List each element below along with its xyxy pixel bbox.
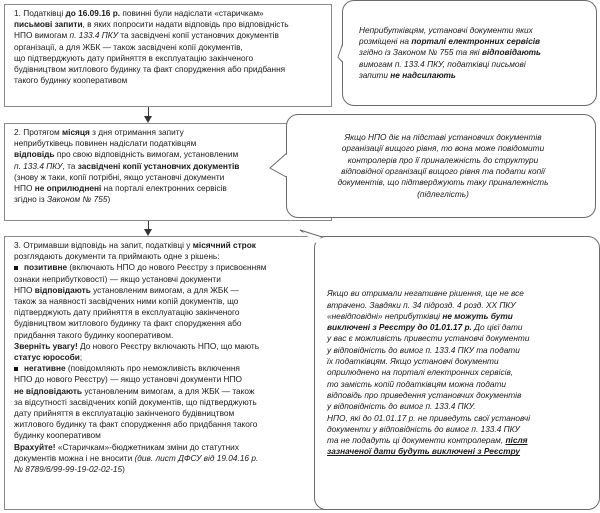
text-run: 3. Отримавши відповідь на запит, податківці у	[14, 240, 193, 250]
text-line	[14, 318, 325, 329]
text-run: До нового Реєстру включають НПО, що мають	[77, 340, 260, 351]
text-run: , та	[62, 160, 78, 171]
text-run: про свою відповідність вимогам, установленим	[54, 149, 239, 160]
text-line	[14, 285, 325, 296]
step-3-box	[4, 236, 332, 510]
text-run: оприлюднено на порталі електронних сервісів,	[327, 367, 514, 378]
text-line	[14, 307, 325, 318]
text-run: «невідповідні» неприбутківці	[327, 310, 443, 321]
bold-run: письмові запити	[14, 19, 83, 30]
text-run: відповідь про приведення установчих документів	[327, 389, 522, 400]
text-run: вимогам п. 133.4 ПКУ, податківці письмові	[359, 58, 526, 69]
text-run: НПО	[14, 284, 35, 295]
bold-run: місяця	[62, 127, 90, 137]
text-line	[14, 430, 325, 441]
text-line	[14, 30, 325, 41]
text-run: на порталі електронних сервісів	[101, 183, 227, 194]
text-run: розглядають документи та приймають одне з рішень:	[14, 251, 220, 262]
text-run: та не подадуть ці документи контролерам,	[327, 435, 506, 446]
text-run: відповідної організації вищого рівня та подати копії	[341, 166, 545, 176]
italic-run: № 8789/6/99-99-19-02-02-15	[14, 464, 123, 475]
text-run: будинку кооперативом	[14, 430, 101, 441]
bold-underline-run: зазначеної дати будуть виключені з Реєстру	[327, 446, 521, 457]
italic-run: Законом № 755	[46, 194, 108, 205]
text-line	[14, 397, 325, 408]
bold-run: не можуть бути	[442, 310, 513, 321]
bold-run: засвідчені копії установчих документів	[77, 160, 240, 171]
text-run: організації, а для ЖБК — також засвідчені копії документів,	[14, 41, 243, 52]
bullet-square-icon	[14, 266, 18, 270]
text-run: розміщені на	[359, 36, 412, 47]
bold-run: до 16.09.16 р.	[65, 8, 121, 18]
callout-note-2	[260, 112, 600, 222]
text-run: у вас є можливість привести установчі документи	[327, 333, 530, 344]
text-run: будівництвом житлового будинку та факт спорудження або придбання	[14, 64, 286, 75]
text-line	[14, 408, 325, 419]
bold-run: не відповідають	[14, 385, 83, 396]
text-line	[14, 386, 325, 397]
text-line	[14, 419, 325, 430]
italic-run: (див. лист ДФСУ від 19.04.16 р.	[134, 452, 259, 463]
callout-pointer-cover	[260, 112, 600, 222]
text-run: Якщо НПО діє на підставі установчих документів	[344, 132, 542, 143]
text-line	[14, 363, 325, 374]
text-run: документи у відповідність до вимог п. 133.4 ПКУ	[327, 423, 520, 434]
text-run: організації вищого рівня, то вона може повідомити	[341, 143, 545, 154]
text-run: документів, що підтверджують таку приналежність	[337, 177, 549, 188]
text-run: згідно із Законом № 755 та які	[359, 47, 482, 58]
bold-run: позитивне	[24, 262, 68, 273]
text-line	[14, 442, 325, 453]
text-run: «Старичкам»-бюджетникам зміни до статутних	[55, 441, 239, 452]
arrow-down-icon	[144, 221, 154, 236]
text-run: установленим вимогам, а для ЖБК — також	[82, 385, 255, 396]
text-run: контролерів про її приналежність до структури	[347, 154, 539, 165]
arrow-down-icon	[144, 107, 154, 123]
text-line	[14, 330, 325, 341]
bold-run: відповідають	[34, 284, 91, 295]
text-run: НПО вимогам	[14, 30, 70, 41]
text-run: у відповідність до вимог п. 133.4 ПКУ та подати	[327, 344, 520, 355]
text-run: (повідомляють про неможливість включення	[65, 363, 240, 374]
bold-run: місячний строк	[192, 240, 256, 250]
text-run: Якщо ви отримали негативне рішення, ще не все	[327, 288, 524, 299]
text-run: (включають НПО до нового Реєстру з присвоєнням	[67, 262, 267, 273]
bold-run: відповідь	[14, 149, 55, 160]
text-run: у відповідність до вимог п. 133.4 ПКУ.	[327, 401, 476, 412]
text-run: такого будинку кооперативом	[14, 75, 128, 86]
text-line	[14, 374, 325, 385]
text-run: 2. Протягом	[14, 127, 62, 137]
text-run: НПО, які до 01.01.17 р. не приведуть свої установчі	[327, 412, 531, 423]
bold-run: виключені з Реєстру до 01.01.17 р.	[327, 322, 472, 333]
text-run: неприбутківець повинен надіслати податківцям	[14, 138, 197, 149]
text-run: згідно із	[14, 194, 47, 205]
callout-pointer-cover	[298, 0, 600, 110]
step-1-box	[4, 4, 332, 107]
text-run: з дня отримання запиту	[89, 127, 184, 137]
text-run: що підтверджують дату прийняття в експлуатацію закінченого	[14, 52, 254, 63]
bold-run: порталі електронних сервісів	[411, 36, 541, 47]
bold-underline-run: після	[505, 435, 528, 446]
text-line	[14, 296, 325, 307]
text-line	[14, 53, 325, 64]
callout-pointer-cover	[300, 228, 600, 513]
text-run: )	[107, 194, 111, 205]
text-run: НПО	[14, 183, 35, 194]
italic-run: п. 133.4 ПКУ	[14, 160, 63, 171]
text-run: установленим вимогам, а для ЖБК —	[90, 284, 239, 295]
text-line	[14, 464, 325, 475]
bold-run: не оприлюднені	[34, 183, 102, 194]
text-line	[14, 453, 325, 464]
bold-run: Зверніть увагу!	[14, 340, 78, 351]
text-run: та засвідчені копії установчих документів	[118, 30, 279, 41]
text-run: 1. Податківці	[14, 8, 66, 18]
text-run: , в яких попросити надати відповідь про відповідність	[82, 19, 289, 30]
bold-run: Врахуйте!	[14, 441, 56, 452]
text-line	[14, 262, 325, 273]
text-run: До цієї дати	[471, 322, 523, 333]
bold-run: не надсилають	[390, 69, 456, 80]
text-line	[14, 341, 325, 352]
text-line	[14, 64, 325, 75]
italic-run: п. 133.4 ПКУ	[69, 30, 118, 41]
text-run: (підлеглість)	[417, 188, 469, 199]
text-run: також за наявності засвідчених ними копій документів, що	[14, 296, 239, 307]
text-run: Неприбутківцям, установчі документи яких	[359, 24, 533, 35]
text-run: за відсутності засвідчених копій документів, що підтверджують	[14, 396, 257, 407]
text-line	[14, 274, 325, 285]
bold-run: негативне	[24, 363, 66, 374]
text-line	[14, 240, 325, 251]
text-run: то замість копій податківцям можна подати	[327, 378, 507, 389]
text-run: їх податківцям. Якщо установчі документи	[327, 356, 499, 367]
text-line	[14, 19, 325, 30]
text-run: запити	[359, 69, 391, 80]
text-run: ;	[79, 352, 83, 363]
text-run: НПО до нового Реєстру) — якщо установчі документи НПО	[14, 374, 242, 385]
text-line	[14, 75, 325, 86]
bold-run: відповідають	[481, 47, 541, 58]
bullet-square-icon	[14, 367, 18, 371]
text-run: втрачено. Завдяки п. 34 підрозд. 4 розд. ХХ ПКУ	[327, 299, 516, 310]
text-run: будівництвом житлового будинку та факт спорудження або	[14, 318, 242, 329]
text-line	[14, 8, 325, 19]
text-run: підтверджують дату прийняття в експлуатацію закінченого	[14, 307, 240, 318]
text-run: )	[122, 464, 125, 475]
text-run: документів можна і не вносити	[14, 452, 135, 463]
callout-note-3	[300, 228, 600, 513]
text-line	[14, 42, 325, 53]
callout-note-1	[298, 0, 600, 110]
text-run: повинні були надіслати «старичкам»	[120, 8, 264, 18]
text-line	[14, 251, 325, 262]
text-run: придбання такого будинку кооперативом.	[14, 329, 174, 340]
text-run: житлового будинку та факт спорудження або придбання такого	[14, 419, 258, 430]
text-run: дату прийняття в експлуатацію закінченого будівництвом	[14, 408, 235, 419]
text-run: (знову ж таки, копії потрібні, якщо установчі документи	[14, 171, 225, 182]
text-line	[14, 352, 325, 363]
bold-run: статус юрособи	[14, 352, 80, 363]
text-run: ознаки неприбутковості) — якщо установчі документи	[14, 273, 221, 284]
